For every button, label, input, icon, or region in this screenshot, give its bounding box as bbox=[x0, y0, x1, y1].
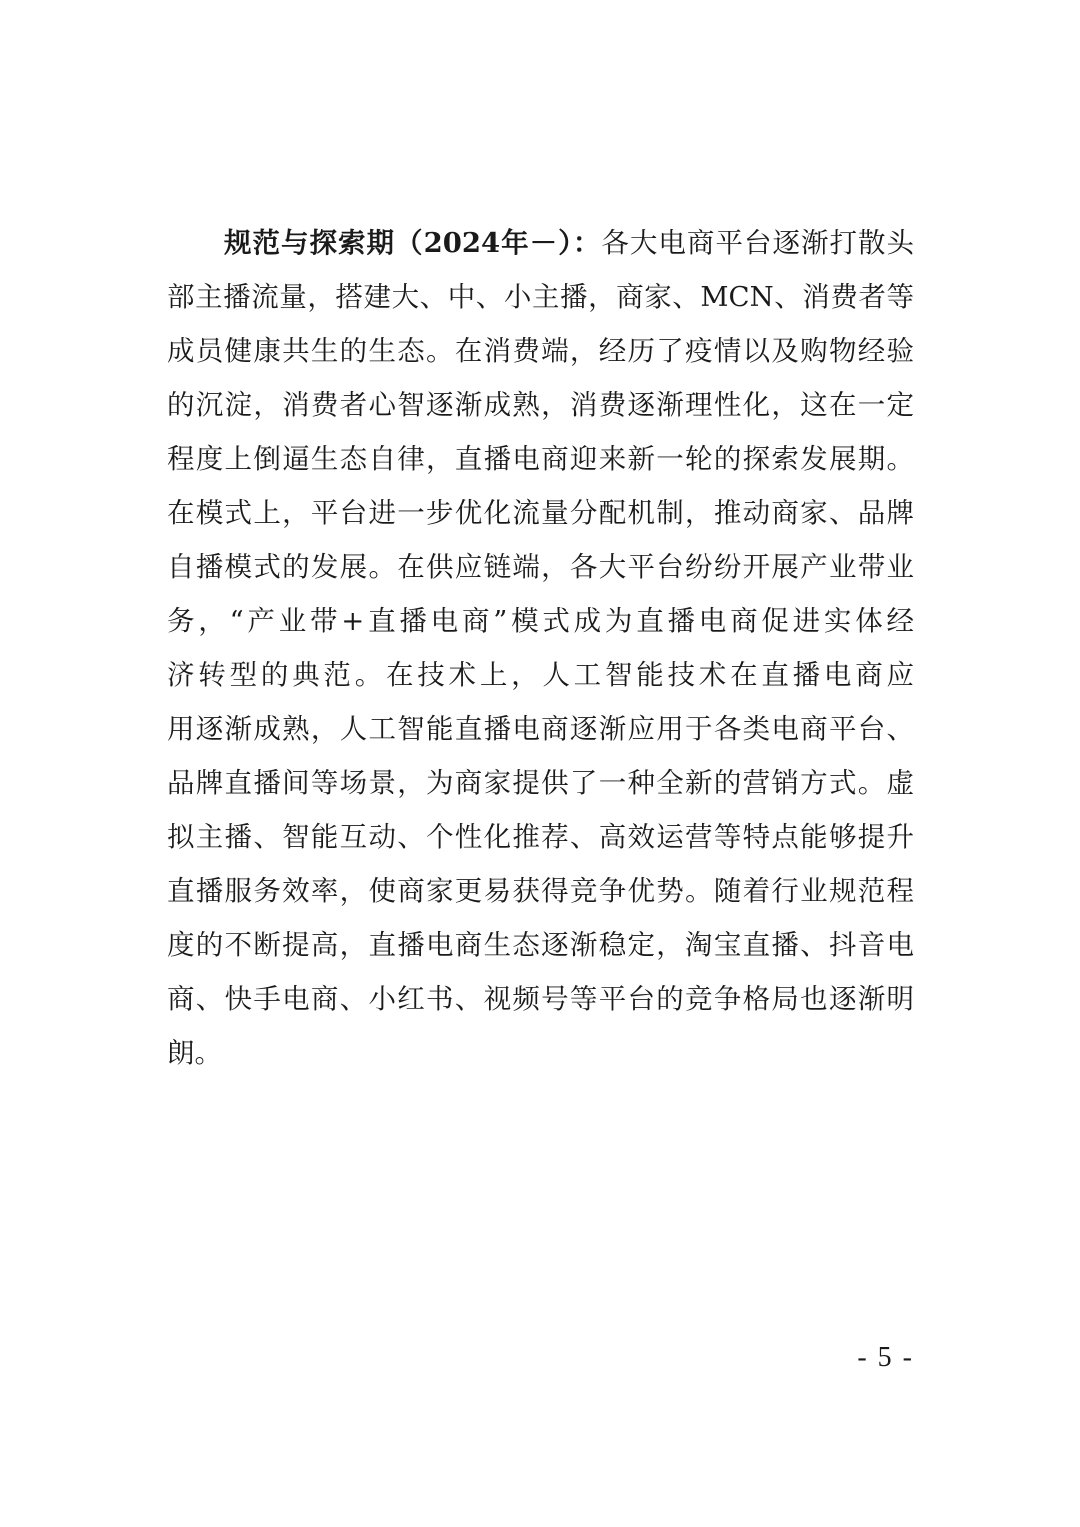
paragraph-line: 直播服务效率，使商家更易获得竞争优势。随着行业规范程 bbox=[167, 875, 914, 907]
paragraph-line: 朗。 bbox=[167, 1037, 222, 1069]
paragraph-line: 用逐渐成熟，人工智能直播电商逐渐应用于各类电商平台、 bbox=[167, 713, 914, 745]
section-heading: 规范与探索期（2024年－）： bbox=[224, 227, 602, 259]
body-paragraph bbox=[167, 216, 914, 1080]
paragraph-line: 自播模式的发展。在供应链端，各大平台纷纷开展产业带业 bbox=[167, 551, 914, 583]
paragraph-line: 务，“产业带+直播电商”模式成为直播电商促进实体经 bbox=[167, 605, 914, 637]
paragraph-text: 各大电商平台逐渐打散头 bbox=[601, 227, 914, 259]
paragraph-line bbox=[167, 216, 914, 270]
paragraph-line: 济转型的典范。在技术上，人工智能技术在直播电商应 bbox=[167, 659, 914, 691]
paragraph-line: 拟主播、智能互动、个性化推荐、高效运营等特点能够提升 bbox=[167, 821, 914, 853]
paragraph-line: 程度上倒逼生态自律，直播电商迎来新一轮的探索发展期。 bbox=[167, 443, 914, 475]
paragraph-line: 成员健康共生的生态。在消费端，经历了疫情以及购物经验 bbox=[167, 335, 914, 367]
page-number: - 5 - bbox=[857, 1342, 914, 1373]
paragraph-line: 品牌直播间等场景，为商家提供了一种全新的营销方式。虚 bbox=[167, 767, 914, 799]
paragraph-line: 的沉淀，消费者心智逐渐成熟，消费逐渐理性化，这在一定 bbox=[167, 389, 914, 421]
paragraph-line: 在模式上，平台进一步优化流量分配机制，推动商家、品牌 bbox=[167, 497, 914, 529]
paragraph-line: 商、快手电商、小红书、视频号等平台的竞争格局也逐渐明 bbox=[167, 983, 914, 1015]
paragraph-line: 度的不断提高，直播电商生态逐渐稳定，淘宝直播、抖音电 bbox=[167, 929, 914, 961]
paragraph-line: 部主播流量，搭建大、中、小主播，商家、MCN、消费者等 bbox=[167, 281, 914, 313]
